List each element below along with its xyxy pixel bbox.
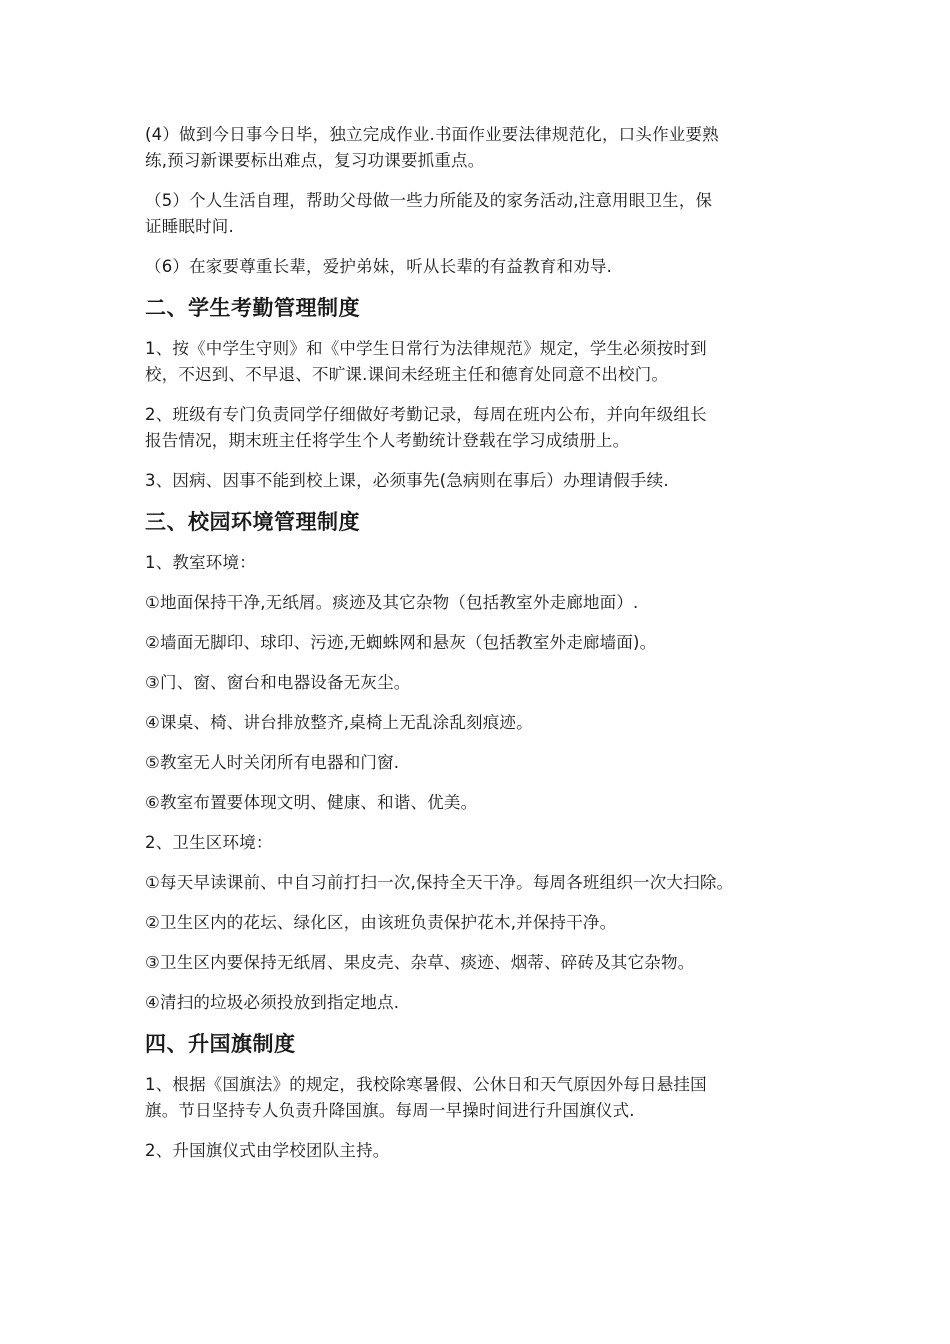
list-item: ①地面保持干净,无纸屑。痰迹及其它杂物（包括教室外走廊地面）.: [145, 593, 639, 612]
paragraph-line: 2、卫生区环境：: [145, 833, 273, 852]
section-heading: 三、校园环境管理制度: [145, 510, 360, 534]
list-item: ③门、窗、窗台和电器设备无灰尘。: [145, 673, 411, 692]
list-item: ②墙面无脚印、球印、污迹,无蜘蛛网和悬灰（包括教室外走廊墙面)。: [145, 633, 657, 652]
paragraph-line: （5）个人生活自理，帮助父母做一些力所能及的家务活动,注意用眼卫生，保: [145, 191, 713, 210]
paragraph-line: 2、升国旗仪式由学校团队主持。: [145, 1141, 390, 1160]
paragraph-line: 1、按《中学生守则》和《中学生日常行为法律规范》规定，学生必须按时到: [145, 339, 707, 358]
list-item: ⑥教室布置要体现文明、健康、和谐、优美。: [145, 793, 478, 812]
section-paragraph: [145, 402, 815, 454]
intro-paragraph: [145, 254, 815, 280]
paragraph-line: 2、班级有专门负责同学仔细做好考勤记录，每周在班内公布，并向年级组长: [145, 405, 707, 424]
document-body: [145, 122, 815, 1178]
section-heading: 四、升国旗制度: [145, 1032, 296, 1056]
paragraph-line: 练,预习新课要标出难点，复习功课要抓重点。: [145, 151, 485, 170]
section-heading: 二、学生考勤管理制度: [145, 296, 360, 320]
paragraph-line: 旗。节日坚持专人负责升降国旗。每周一早操时间进行升国旗仪式.: [145, 1101, 635, 1120]
section-paragraph: [145, 1072, 815, 1124]
list-item: ④课桌、椅、讲台排放整齐,桌椅上无乱涂乱刻痕迹。: [145, 713, 533, 732]
section-paragraph: [145, 468, 815, 494]
paragraph-line: 报告情况，期末班主任将学生个人考勤统计登载在学习成绩册上。: [145, 431, 630, 450]
intro-paragraph: [145, 188, 815, 240]
intro-paragraph: [145, 122, 815, 174]
paragraph-line: （6）在家要尊重长辈，爱护弟妹，听从长辈的有益教育和劝导.: [145, 257, 613, 276]
paragraph-line: 校，不迟到、不早退、不旷课.课间未经班主任和德育处同意不出校门。: [145, 365, 669, 384]
paragraph-line: 1、根据《国旗法》的规定，我校除寒暑假、公休日和天气原因外每日悬挂国: [145, 1075, 707, 1094]
paragraph-line: 证睡眠时间.: [145, 217, 234, 236]
paragraph-line: 3、因病、因事不能到校上课，必须事先(急病则在事后）办理请假手续.: [145, 471, 669, 490]
list-item: ①每天早读课前、中自习前打扫一次,保持全天干净。每周各班组织一次大扫除。: [145, 873, 734, 892]
list-item: ②卫生区内的花坛、绿化区，由该班负责保护花木,并保持干净。: [145, 913, 617, 932]
paragraph-line: 1、教室环境：: [145, 553, 256, 572]
list-item: ⑤教室无人时关闭所有电器和门窗.: [145, 753, 400, 772]
list-item: ④清扫的垃圾必须投放到指定地点.: [145, 993, 400, 1012]
paragraph-line: (4）做到今日事今日毕，独立完成作业.书面作业要法律规范化，口头作业要熟: [145, 125, 719, 144]
section-paragraph: [145, 336, 815, 388]
list-item: ③卫生区内要保持无纸屑、果皮壳、杂草、痰迹、烟蒂、碎砖及其它杂物。: [145, 953, 695, 972]
